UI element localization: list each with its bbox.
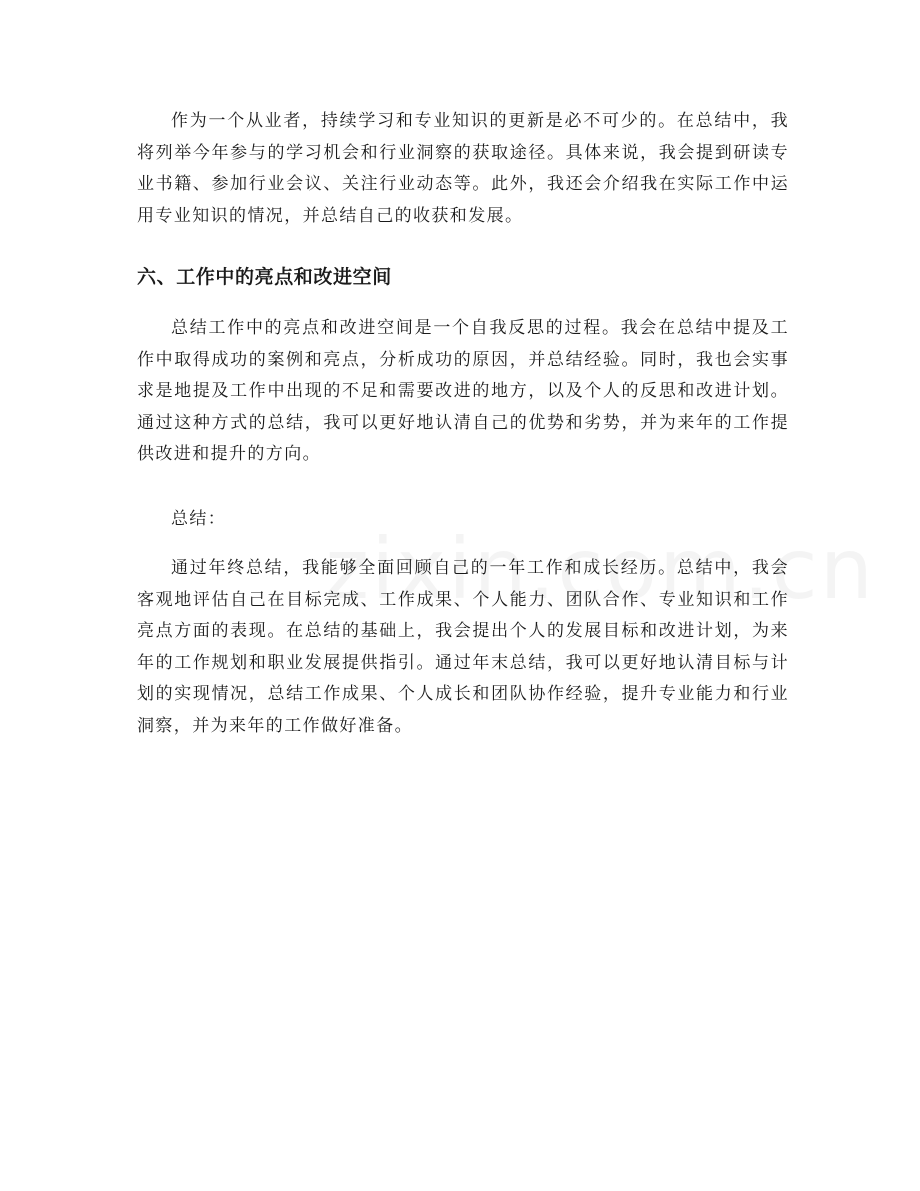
paragraph-professional-learning: 作为一个从业者，持续学习和专业知识的更新是必不可少的。在总结中，我将列举今年参与的学习机会和行业洞察的获取途径。具体来说，我会提到研读专业书籍、参加行业会议、关注行业动态等。此外，我还会介绍我在实际工作中运用专业知识的情况，并总结自己的收获和发展。 (137, 111, 789, 226)
paragraph-summary: 通过年终总结，我能够全面回顾自己的一年工作和成长经历。总结中，我会客观地评估自己在目标完成、工作成果、个人能力、团队合作、专业知识和工作亮点方面的表现。在总结的基础上，我会提出个人的发展目标和改进计划，为来年的工作规划和职业发展提供指引。通过年末总结，我可以更好地认清目标与计划的实现情况，总结工作成果、个人成长和团队协作经验，提升专业能力和行业洞察，并为来年的工作做好准备。 (137, 558, 789, 736)
section-heading-highlights: 六、工作中的亮点和改进空间 (137, 266, 392, 288)
summary-label: 总结： (171, 509, 227, 529)
paragraph-highlights-improvement: 总结工作中的亮点和改进空间是一个自我反思的过程。我会在总结中提及工作中取得成功的案例和亮点，分析成功的原因，并总结经验。同时，我也会实事求是地提及工作中出现的不足和需要改进的地方，以及个人的反思和改进计划。通过这种方式的总结，我可以更好地认清自己的优势和劣势，并为来年的工作提供改进和提升的方向。 (137, 318, 789, 464)
